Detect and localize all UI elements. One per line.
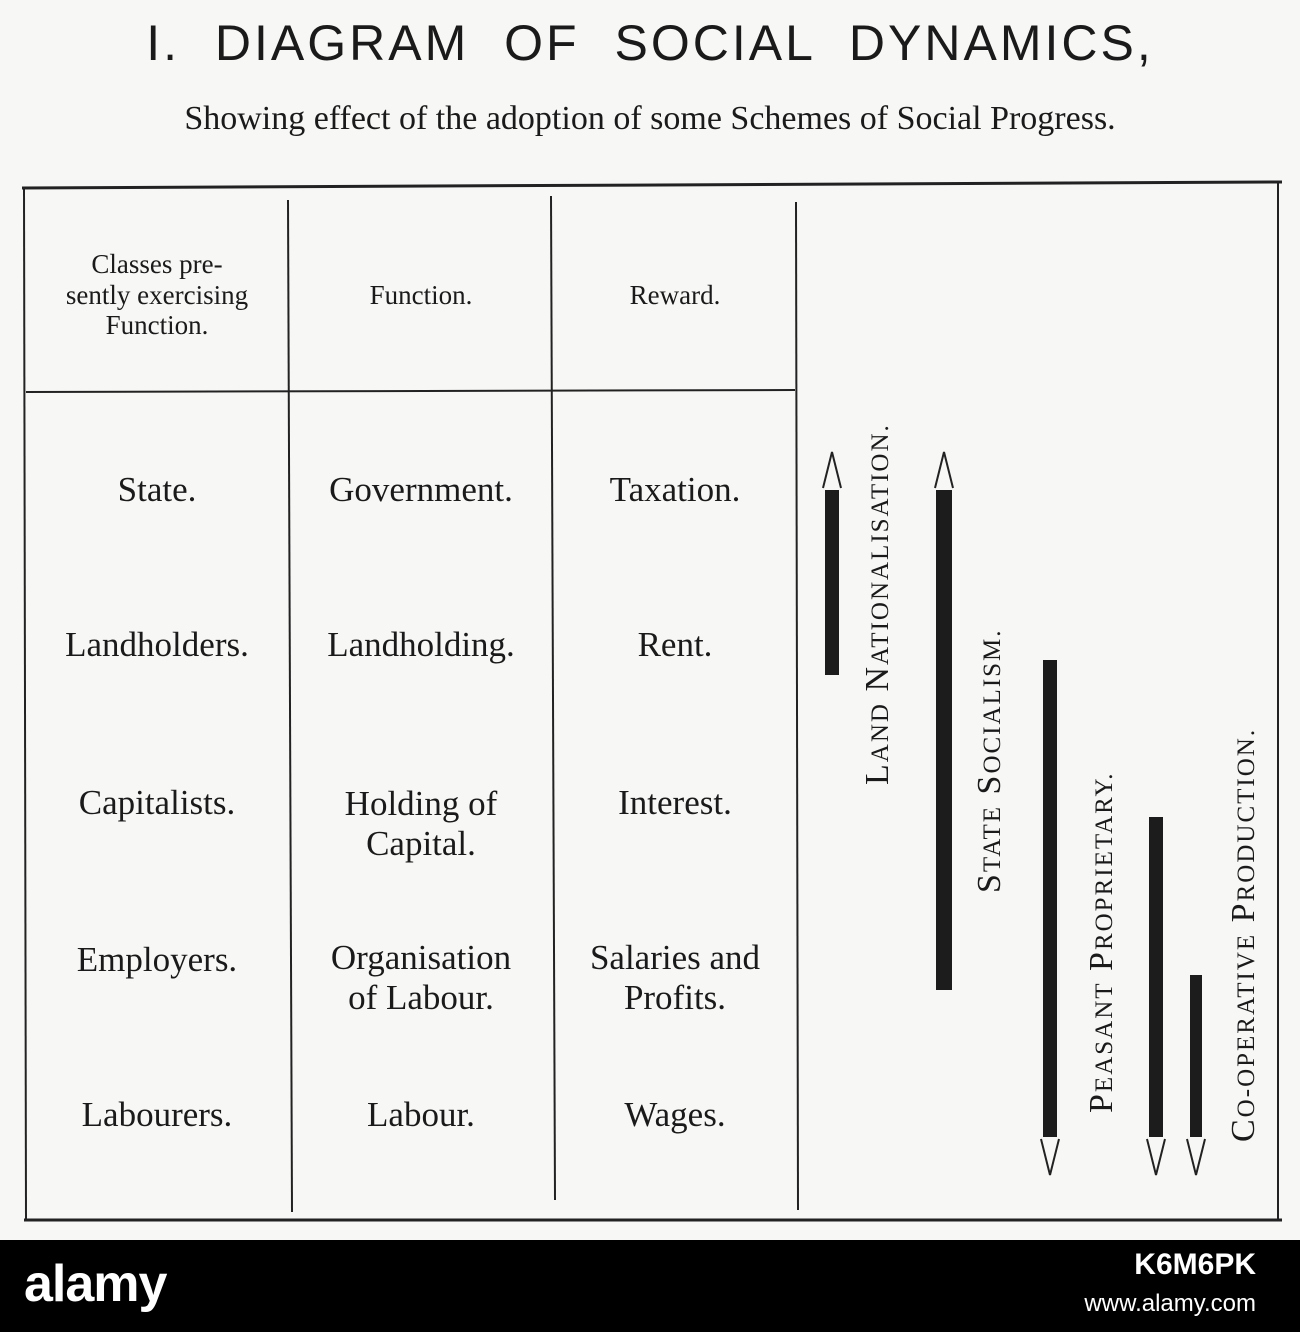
function-cell: Organisation of Labour. [330, 938, 512, 1017]
watermark-image-id: K6M6PK [1134, 1248, 1256, 1281]
scheme-bar [825, 490, 839, 675]
scheme-bar [1149, 817, 1163, 1137]
function-cell: Landholding. [327, 625, 515, 665]
reward-cell: Salaries and Profits. [589, 938, 761, 1017]
arrow-up-icon [935, 452, 953, 488]
page-title: I. DIAGRAM OF SOCIAL DYNAMICS, [146, 15, 1154, 71]
function-cell: Government. [329, 470, 513, 510]
reward-cell: Rent. [637, 625, 713, 665]
reward-cell: Interest. [618, 783, 732, 823]
arrow-down-icon [1147, 1139, 1165, 1175]
watermark-logo: alamy [24, 1255, 167, 1313]
function-cell: Labour. [367, 1095, 475, 1135]
arrow-up-icon [823, 452, 841, 488]
header-classes: Classes pre- sently exercising Function. [65, 249, 249, 341]
class-cell: State. [117, 470, 197, 510]
page-subtitle: Showing effect of the adoption of some Schemes of Social Progress. [184, 100, 1116, 137]
arrow-down-icon [1187, 1139, 1205, 1175]
header-function: Function. [369, 279, 473, 310]
scheme-bar [936, 490, 952, 990]
watermark-footer [0, 1240, 1300, 1332]
reward-cell: Wages. [624, 1095, 726, 1135]
scheme-bar [1190, 975, 1202, 1137]
scheme-label: PEASANT PROPRIETARY. [1083, 771, 1120, 1113]
function-cell: Holding of Capital. [344, 784, 498, 863]
arrow-down-icon [1041, 1139, 1059, 1175]
watermark-site: www.alamy.com [1084, 1290, 1256, 1317]
scheme-label: LAND NATIONALISATION. [859, 423, 896, 785]
reward-cell: Taxation. [609, 470, 741, 510]
scheme-label: STATE SOCIALISM. [971, 628, 1008, 893]
header-reward: Reward. [629, 279, 721, 310]
class-cell: Labourers. [81, 1095, 233, 1135]
scheme-label: CO-OPERATIVE PRODUCTION. [1225, 727, 1262, 1142]
class-cell: Employers. [76, 940, 238, 980]
scheme-bar [1043, 660, 1057, 1137]
class-cell: Capitalists. [78, 783, 236, 823]
header-separator [26, 390, 795, 392]
class-cell: Landholders. [65, 625, 249, 665]
scheme-layer [823, 423, 1262, 1175]
frame-top-border [22, 182, 1282, 188]
